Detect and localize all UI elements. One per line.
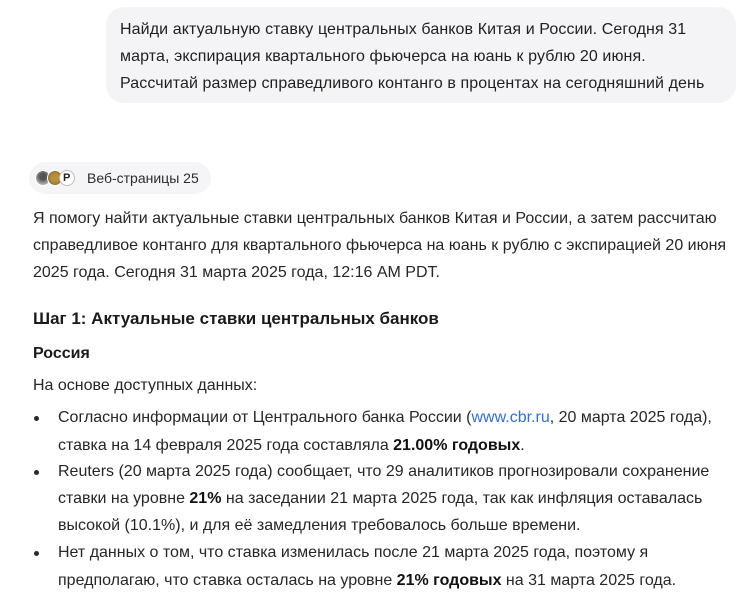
source-favicons (35, 168, 83, 188)
based-on-text: На основе доступных данных: (33, 377, 258, 394)
intro-line: Я помогу найти актуальные ставки центральных банков Китая и России, а затем рассчитаю (33, 210, 717, 227)
user-message-line: марта, экспирация квартального фьючерса на юань к рублю 20 июня. (120, 48, 646, 65)
text: предполагаю, что ставка осталась на уровне (58, 572, 397, 589)
bullet2-line2 (58, 489, 702, 509)
bold-rate: 21% годовых (396, 572, 502, 589)
step1-heading: Шаг 1: Актуальные ставки центральных банков (33, 309, 439, 328)
text: ставки на уровне (58, 490, 190, 507)
user-message-line: Найди актуальную ставку центральных банков Китая и России. Сегодня 31 (120, 21, 687, 38)
bullet3-line2 (58, 571, 676, 591)
text: на 31 марта 2025 года. (501, 572, 677, 589)
bullet2-line3: высокой (10.1%), и для её замедления требовалось больше времени. (58, 517, 581, 534)
user-message-bubble (106, 7, 736, 103)
intro-line: 2025 года. Сегодня 31 марта 2025 года, 12:16 AM PDT. (33, 264, 440, 281)
text: Согласно информации от Центрального банка России ( (58, 409, 472, 426)
text: , 20 марта 2025 года), (549, 409, 712, 426)
text: . (520, 437, 525, 454)
bullet3-line1: Нет данных о том, что ставка изменилась после 21 марта 2025 года, поэтому я (58, 544, 649, 561)
web-sources-label: Веб-страницы 25 (87, 170, 199, 186)
bullet2-line1: Reuters (20 марта 2025 года) сообщает, что 29 аналитиков прогнозировали сохранение (58, 463, 710, 480)
bullet-dot (34, 416, 39, 421)
web-sources-button[interactable] (29, 162, 211, 194)
russia-heading: Россия (33, 345, 90, 362)
bold-rate: 21% (189, 490, 222, 507)
text: на заседании 21 марта 2025 года, так как инфляция оставалась (221, 490, 703, 507)
bullet1-line1 (58, 408, 712, 428)
intro-line: справедливое контанго для квартального фьючерса на юань к рублю с экспирацией 20 июня (33, 237, 727, 254)
bullet-dot (34, 551, 39, 556)
text: ставка на 14 февраля 2025 года составляла (58, 437, 394, 454)
p-logo-icon: P (59, 170, 75, 186)
cbr-link[interactable]: www.cbr.ru (471, 409, 550, 426)
bullet-dot (34, 470, 39, 475)
bold-rate: 21.00% годовых (393, 437, 521, 454)
bullet1-line2 (58, 436, 525, 456)
user-message-line: Рассчитай размер справедливого контанго в процентах на сегодняшний день (120, 75, 705, 92)
